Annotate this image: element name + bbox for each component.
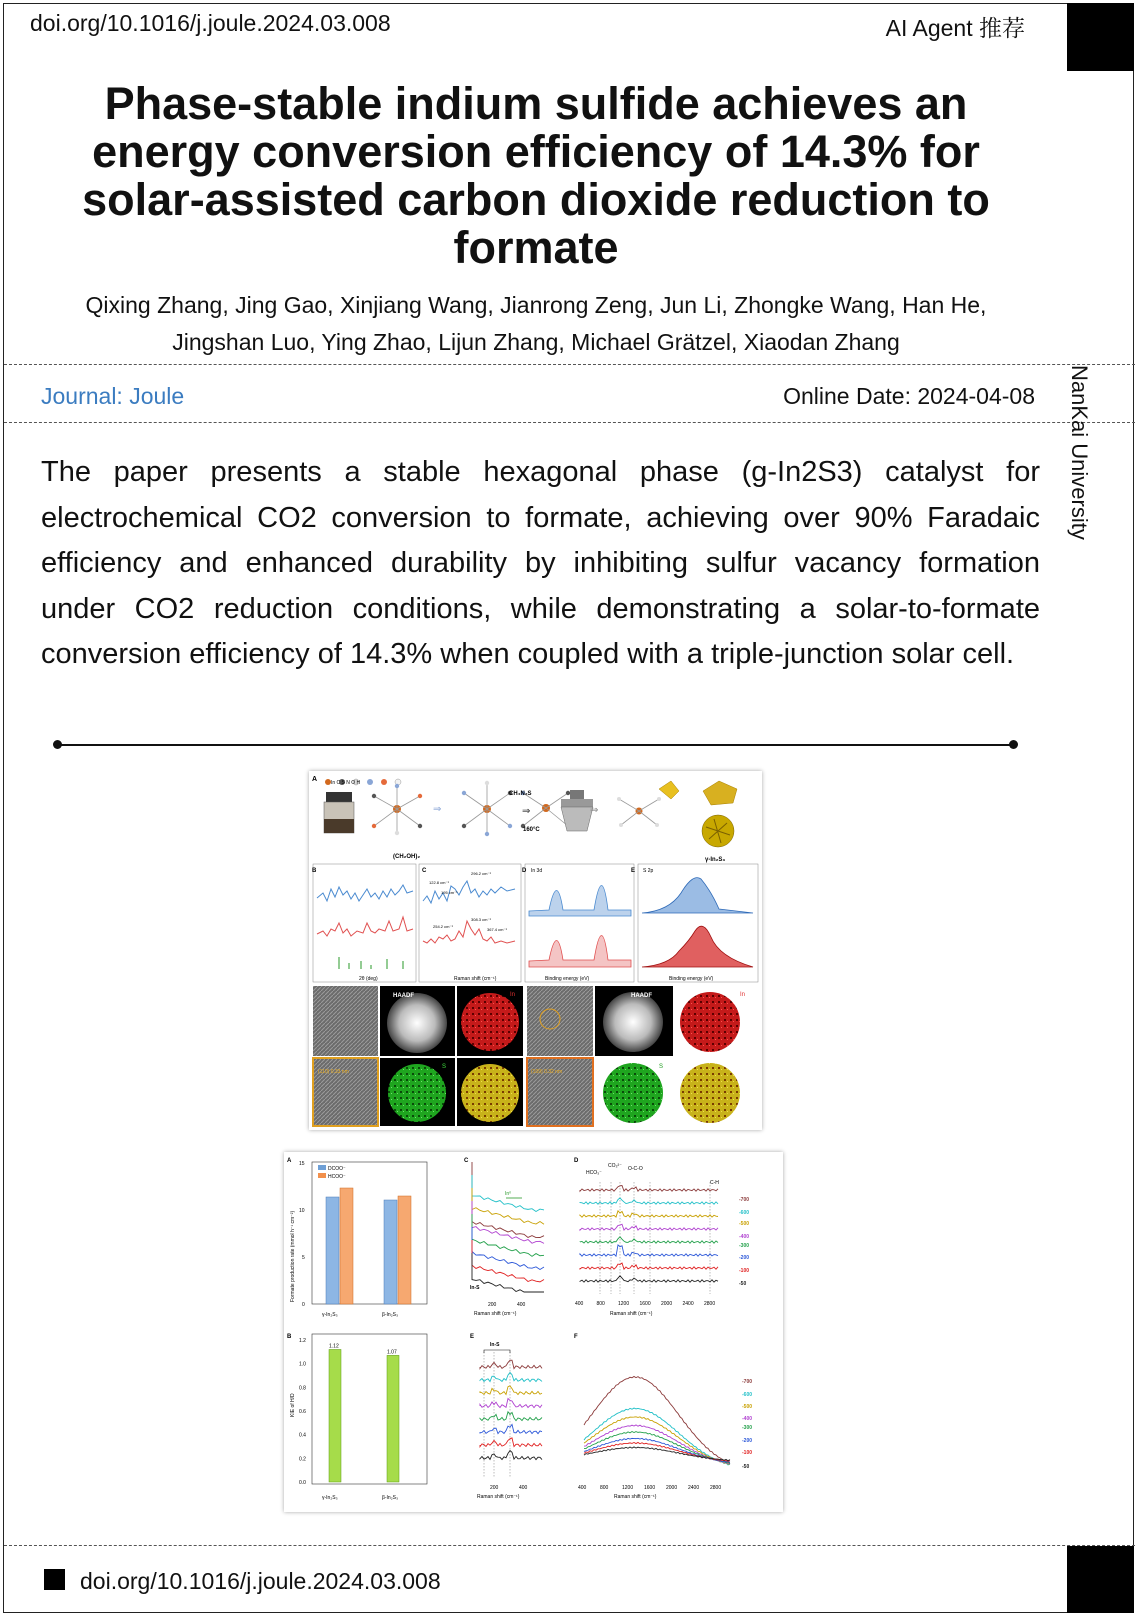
figure-2-graphic: [284, 1152, 783, 1512]
in-s-bracket: [484, 1350, 510, 1353]
hrtem-J-label: (109) 0.32 nm: [531, 1069, 563, 1075]
map-in-label-K: In: [740, 992, 746, 998]
raman-d-curve: [580, 1263, 718, 1269]
arrow-icon-1: ⇒: [433, 804, 442, 815]
fig2-D-xtick: 400: [575, 1301, 584, 1307]
affiliation-label: NanKai University: [1067, 365, 1092, 540]
fig2-D-peak-3: C-H: [710, 1180, 719, 1186]
panel-B-xlabel: 2θ (deg): [359, 976, 378, 982]
legend-label-hcoo: HCOO⁻: [328, 1174, 346, 1180]
raman-peak-5: 308.3 cm⁻¹: [471, 917, 491, 922]
fig2-D-xtick: 1600: [639, 1301, 651, 1307]
fig2-F-xtick: 1600: [644, 1485, 656, 1491]
fig2-A-ytick-3: 15: [299, 1161, 305, 1167]
raman-d-curve: [580, 1237, 718, 1243]
fig2-B-bars: [329, 1343, 399, 1482]
fig1-panel-D-label: D: [522, 868, 527, 874]
fig2-A-ytick-2: 10: [299, 1208, 305, 1214]
fig2-B-cat-0: γ-In₂S₃: [322, 1495, 338, 1501]
divider-dot-left: [53, 740, 62, 749]
panel-E-xlabel: Binding energy (eV): [669, 976, 714, 982]
product-label: γ-In₂S₃: [705, 857, 726, 863]
potential-label: -600: [739, 1210, 750, 1216]
molecule-complex-2: [462, 781, 512, 836]
vial-cap: [326, 792, 352, 802]
fig2-A-ytick-1: 5: [302, 1255, 305, 1261]
fig2-D-xtick: 1200: [618, 1301, 630, 1307]
crystal-icon-large: [703, 781, 737, 805]
tem-image-F: [313, 986, 378, 1056]
potential-label: -500: [742, 1404, 753, 1410]
fig2-panel-F-potentials: [742, 1379, 752, 1470]
fig2-A-ytick-0: 0: [302, 1302, 305, 1308]
legend-swatch-hcoo: [318, 1173, 326, 1178]
haadf-label-H: HAADF: [393, 993, 414, 999]
fig2-D-xtick: 2800: [704, 1301, 716, 1307]
map-merge-sphere-H: [461, 1064, 519, 1122]
raman-e-curve: [480, 1412, 542, 1421]
potential-label: -200: [742, 1438, 753, 1444]
paper-title: Phase-stable indium sulfide achieves an energy conversion efficiency of 14.3% for solar-assisted carbon dioxide reduction to formate: [82, 78, 990, 273]
figure-1-graphic: [309, 771, 762, 1130]
fig2-C-band: In-S: [470, 1285, 480, 1291]
raman-d-curve: [580, 1224, 718, 1230]
raman-e-curve: [480, 1451, 542, 1460]
raman-d-curve: [580, 1245, 718, 1256]
arrow-icon-3: ⇒: [590, 805, 599, 816]
raman-e-curve: [480, 1372, 542, 1381]
legend-label-dcoo: DCOO⁻: [328, 1166, 346, 1172]
journal-link[interactable]: Journal: Joule: [41, 383, 185, 409]
panel-C-xlabel: Raman shift (cm⁻¹): [454, 976, 497, 982]
raman-peak-1: 122.8 cm⁻¹: [429, 880, 449, 885]
reagent-label: CH₄N₂S: [509, 791, 532, 797]
corner-block-top: [1067, 3, 1134, 71]
paper-abstract: The paper presents a stable hexagonal phase (g-In2S3) catalyst for electrochemical CO2 conversion to formate, achieving over 90% Faradaic efficiency and enhanced durability by inhibiting sulfur vacancy formation under CO2 reduction conditions, while demonstrating a solar-to-formate conversion efficiency of 14.3% when coupled with a triple-junction solar cell.: [41, 456, 1040, 670]
raman-peak-2: 195 cm⁻¹: [441, 890, 458, 895]
divider-dot-right: [1009, 740, 1018, 749]
fig2-F-xtick: 2400: [688, 1485, 700, 1491]
fig2-E-xlabel: Raman shift (cm⁻¹): [477, 1494, 520, 1500]
header-doi-link[interactable]: doi.org/10.1016/j.joule.2024.03.008: [30, 10, 391, 36]
crystal-icon-small: [659, 781, 679, 799]
fig2-D-xtick: 2000: [661, 1301, 673, 1307]
fig2-E-band: In-S: [490, 1342, 500, 1348]
fig2-F-xtick: 2800: [710, 1485, 722, 1491]
panel-D-title: In 3d: [531, 868, 543, 874]
map-in-label-H: In: [510, 992, 516, 998]
footer-square-icon: [44, 1569, 65, 1590]
paper-authors: [40, 287, 1032, 361]
fig2-panel-F-curves: [584, 1376, 730, 1464]
raman-e-curve: [480, 1399, 542, 1408]
raman-f-curve: [584, 1438, 730, 1462]
fig2-B-yticks: [299, 1338, 306, 1486]
map-s-label-H: S: [442, 1064, 447, 1070]
potential-label: -100: [742, 1450, 753, 1456]
fig2-panel-F-xticks: [578, 1485, 721, 1491]
panel-D-xlabel: Binding energy (eV): [545, 976, 590, 982]
fig2-D-peak-2: O-C-O: [628, 1166, 643, 1172]
dashed-separator-mid: [4, 422, 1135, 423]
header-agent-label: AI Agent 推荐: [885, 15, 1025, 41]
dashed-separator-bottom: [4, 1545, 1135, 1546]
map-s-sphere-H: [388, 1064, 446, 1122]
raman-c-curve: [472, 1162, 544, 1238]
atom-o-icon: [381, 779, 387, 785]
fig2-F-xtick: 400: [578, 1485, 587, 1491]
kie-bar: [387, 1355, 399, 1482]
fig2-E-xtick-0: 200: [490, 1485, 499, 1491]
bar-beta-dcoo: [384, 1200, 397, 1304]
raman-f-curve: [584, 1417, 730, 1464]
fig2-F-xtick: 800: [600, 1485, 609, 1491]
map-s-label-K: S: [659, 1064, 664, 1070]
fig2-C-xtick-0: 200: [488, 1302, 497, 1308]
raman-f-curve: [584, 1376, 730, 1462]
authors-line-1: Qixing Zhang, Jing Gao, Xinjiang Wang, Jianrong Zeng, Jun Li, Zhongke Wang, Han He,: [85, 292, 987, 318]
haadf-sphere-H: [387, 993, 447, 1053]
haadf-sphere-K: [603, 992, 663, 1052]
fig2-D-xtick: 800: [596, 1301, 605, 1307]
raman-peak-6: 367.4 cm⁻¹: [487, 927, 507, 932]
potential-label: -500: [739, 1221, 750, 1227]
autoclave-icon: [561, 790, 593, 831]
kie-value-label: 1.07: [387, 1349, 397, 1356]
raman-d-curve: [580, 1198, 718, 1204]
fig2-D-peak-0: HCO₃⁻: [586, 1170, 602, 1176]
molecule-complex-1: [372, 784, 422, 835]
atom-legend: In C S N O H: [331, 780, 361, 786]
kie-value-label: 1.12: [329, 1343, 339, 1350]
legend-swatch-dcoo: [318, 1165, 326, 1170]
raman-c-curve: [472, 1253, 544, 1292]
fig2-F-xtick: 2000: [666, 1485, 678, 1491]
fig2-B-ytick: 1.2: [299, 1338, 306, 1344]
fig2-B-ytick: 0.8: [299, 1385, 306, 1392]
figure-2: [284, 1152, 783, 1512]
temperature-label: 160°C: [523, 827, 540, 833]
fig2-panel-C-curves: [472, 1162, 544, 1292]
bar-beta-hcoo: [398, 1196, 411, 1304]
online-date: Online Date: 2024-04-08: [783, 383, 1035, 409]
fig2-D-peak-1: CO₃²⁻: [608, 1163, 622, 1169]
fig2-F-xtick: 1200: [622, 1485, 634, 1491]
fig2-C-xlabel: Raman shift (cm⁻¹): [474, 1311, 517, 1317]
raman-d-curve: [580, 1211, 718, 1217]
map-merge-sphere-K: [680, 1063, 740, 1123]
bar-gamma-hcoo: [340, 1188, 353, 1304]
section-divider: [57, 744, 1012, 746]
fig2-panel-C-label: C: [464, 1158, 469, 1164]
potential-label: -50: [739, 1281, 747, 1287]
fig2-C-xtick-1: 400: [517, 1302, 526, 1308]
arrow-icon-2: ⇒: [522, 806, 531, 817]
raman-c-curve: [472, 1201, 544, 1243]
potential-label: -400: [739, 1234, 750, 1240]
fig2-panel-D-potentials: [739, 1197, 749, 1287]
fig2-B-ytick: 0.2: [299, 1456, 306, 1463]
figure-1: [309, 771, 762, 1130]
fig2-B-ytick: 0.4: [299, 1432, 306, 1439]
fig2-panel-F-label: F: [574, 1334, 578, 1340]
raman-peak-3: 296.2 cm⁻¹: [471, 871, 491, 876]
potential-label: -100: [739, 1268, 750, 1274]
fig2-E-xtick-1: 400: [519, 1485, 528, 1491]
raman-e-curve: [480, 1360, 542, 1368]
dashed-separator-top: [4, 364, 1135, 365]
fig2-B-ytick: 0.6: [299, 1409, 306, 1415]
raman-e-curve: [480, 1386, 542, 1395]
potential-label: -200: [739, 1255, 750, 1261]
solvent-label: (CH₂OH)₂: [393, 854, 420, 860]
authors-line-2: Jingshan Luo, Ying Zhao, Lijun Zhang, Michael Grätzel, Xiaodan Zhang: [172, 329, 900, 355]
fig2-A-cat-0: γ-In₂S₃: [322, 1312, 338, 1318]
raman-peak-4: 254.2 cm⁻¹: [433, 924, 453, 929]
fig2-panel-B-label: B: [287, 1334, 292, 1340]
fig2-B-ytick: 0.0: [299, 1480, 306, 1486]
kie-bar: [329, 1349, 341, 1482]
haadf-label-K: HAADF: [631, 993, 652, 999]
potential-label: -700: [739, 1197, 750, 1203]
map-in-sphere-K: [680, 992, 740, 1052]
potential-label: -700: [742, 1379, 753, 1385]
potential-label: -300: [739, 1243, 750, 1249]
raman-e-curve: [480, 1438, 542, 1447]
map-in-sphere-H: [461, 993, 519, 1051]
bar-gamma-dcoo: [326, 1197, 339, 1304]
hrtem-G-label: (110) 0.33 nm: [318, 1069, 349, 1075]
fig2-panel-E-label: E: [470, 1334, 475, 1340]
fig2-panel-D-xticks: [575, 1301, 715, 1307]
fig1-panel-E-label: E: [631, 868, 636, 874]
vial-liquid: [324, 819, 354, 833]
fig1-panel-C-label: C: [422, 868, 427, 874]
atom-n-icon: [367, 779, 373, 785]
raman-c-curve: [472, 1227, 544, 1269]
fig2-panel-E-curves: [480, 1350, 542, 1477]
map-s-sphere-K: [603, 1063, 663, 1123]
fig2-F-xlabel: Raman shift (cm⁻¹): [614, 1494, 657, 1500]
fig2-B-cat-1: β-In₂S₃: [382, 1495, 399, 1501]
potential-label: -300: [742, 1425, 753, 1431]
potential-label: -600: [742, 1392, 753, 1398]
fig2-D-xlabel: Raman shift (cm⁻¹): [610, 1311, 653, 1317]
fig2-A-ylabel: Formate production rate (mmol h⁻¹ cm⁻²): [290, 1210, 296, 1302]
raman-d-curve: [580, 1276, 718, 1282]
fig2-B-ytick: 1.0: [299, 1361, 306, 1368]
raman-c-curve: [472, 1240, 544, 1282]
corner-block-bottom: [1067, 1546, 1134, 1613]
raman-e-curve: [480, 1424, 542, 1433]
molecule-complex-4: [617, 797, 661, 827]
fig2-A-cat-1: β-In₂S₃: [382, 1312, 399, 1318]
fig1-panel-B-label: B: [312, 868, 317, 874]
fig2-panel-D-curves: [580, 1182, 718, 1294]
fig2-panel-D-label: D: [574, 1158, 579, 1164]
panel-E-title: S 2p: [643, 868, 654, 874]
fig2-D-xtick: 2400: [682, 1301, 694, 1307]
raman-d-curve: [580, 1186, 718, 1192]
fig2-C-annotation: In⁰: [505, 1191, 512, 1197]
fig2-panel-A-label: A: [287, 1158, 292, 1164]
footer-doi-link[interactable]: doi.org/10.1016/j.joule.2024.03.008: [80, 1568, 441, 1594]
potential-label: -400: [742, 1416, 753, 1422]
fig2-B-ylabel: KIE of H/D: [290, 1393, 296, 1417]
potential-label: -50: [742, 1464, 750, 1470]
fig1-panel-A-label: A: [312, 776, 318, 783]
